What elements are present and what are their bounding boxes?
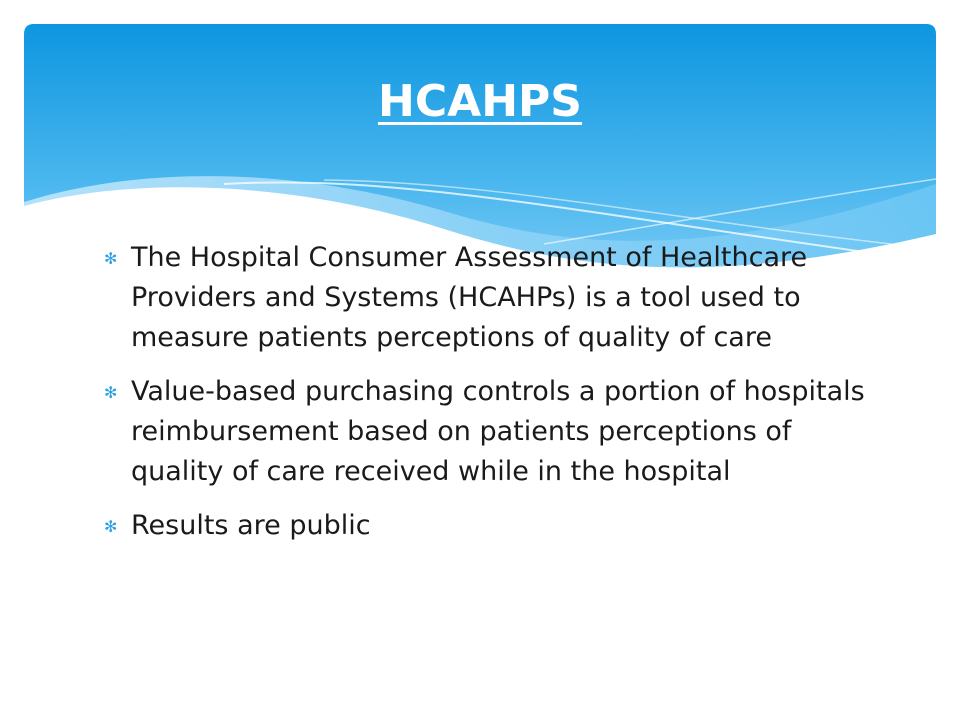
asterisk-bullet-icon: ✻ (104, 383, 118, 402)
slide-title (0, 74, 960, 130)
asterisk-bullet-icon: ✻ (104, 517, 118, 536)
bullet-text: The Hospital Consumer Assessment of Healthcare Providers and Systems (HCAHPs) is a tool used to measure patients perceptions of quality of care (131, 242, 808, 353)
bullet-list (100, 238, 880, 560)
bullet-item (100, 238, 880, 358)
asterisk-bullet-icon: ✻ (104, 249, 118, 268)
bullet-text: Results are public (131, 510, 371, 541)
bullet-item (100, 506, 880, 546)
slide-title-text: HCAHPS (378, 76, 582, 127)
bullet-text: Value-based purchasing controls a portion of hospitals reimbursement based on patients perceptions of quality of care received while in the hospital (131, 376, 865, 487)
bullet-item (100, 372, 880, 492)
